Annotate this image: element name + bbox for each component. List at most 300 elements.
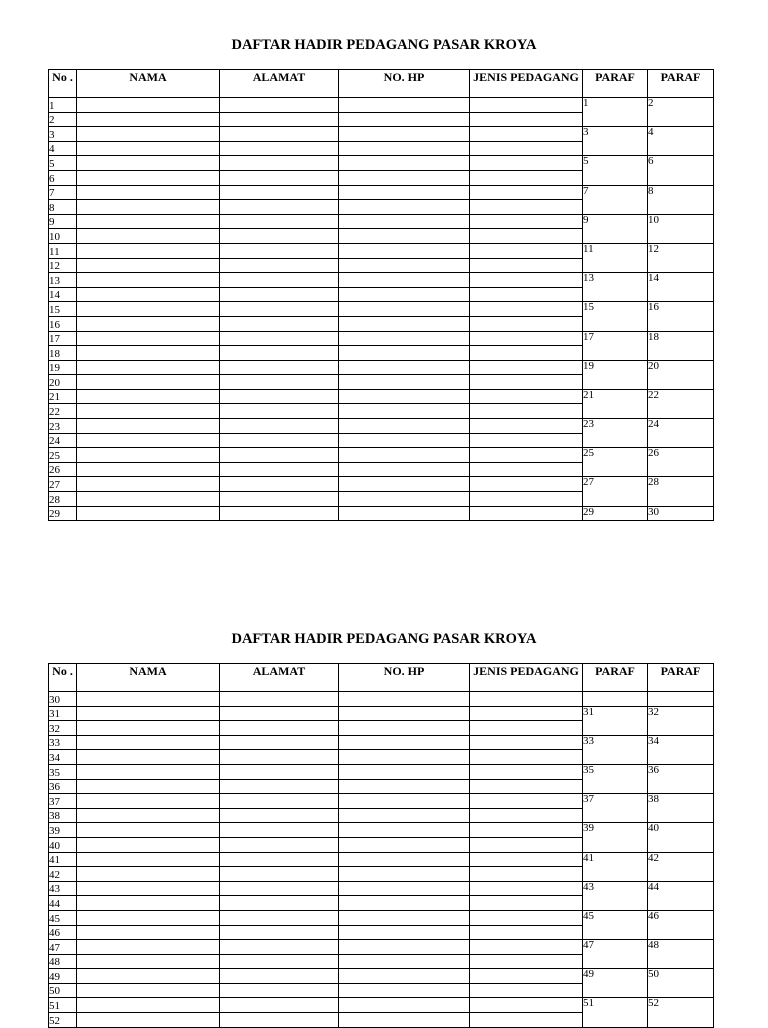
field-nama[interactable] [77, 735, 220, 750]
field-nama[interactable] [77, 156, 220, 171]
field-nama[interactable] [77, 837, 220, 852]
field-jenis-pedagang[interactable] [470, 940, 583, 955]
signature-cell[interactable]: 17 [583, 331, 648, 360]
field-no-hp[interactable] [339, 506, 470, 521]
field-no-hp[interactable] [339, 127, 470, 142]
field-jenis-pedagang[interactable] [470, 794, 583, 809]
field-nama[interactable] [77, 794, 220, 809]
field-no-hp[interactable] [339, 287, 470, 302]
signature-cell[interactable]: 34 [648, 735, 714, 764]
field-alamat[interactable] [220, 448, 339, 463]
field-jenis-pedagang[interactable] [470, 925, 583, 940]
field-jenis-pedagang[interactable] [470, 419, 583, 434]
field-no-hp[interactable] [339, 692, 470, 707]
field-jenis-pedagang[interactable] [470, 258, 583, 273]
field-alamat[interactable] [220, 316, 339, 331]
field-alamat[interactable] [220, 867, 339, 882]
field-no-hp[interactable] [339, 243, 470, 258]
signature-cell[interactable]: 5 [583, 156, 648, 185]
signature-cell[interactable]: 27 [583, 477, 648, 506]
field-nama[interactable] [77, 389, 220, 404]
header-paraf: PARAF [648, 664, 714, 692]
field-alamat[interactable] [220, 1013, 339, 1028]
field-nama[interactable] [77, 910, 220, 925]
field-no-hp[interactable] [339, 360, 470, 375]
field-alamat[interactable] [220, 170, 339, 185]
signature-cell[interactable]: 52 [648, 998, 714, 1027]
field-jenis-pedagang[interactable] [470, 492, 583, 507]
row-number: 2 [49, 112, 77, 127]
field-jenis-pedagang[interactable] [470, 764, 583, 779]
signature-cell[interactable]: 41 [583, 852, 648, 881]
field-no-hp[interactable] [339, 389, 470, 404]
field-nama[interactable] [77, 462, 220, 477]
header-no: No . [49, 70, 77, 98]
signature-cell[interactable]: 32 [648, 706, 714, 735]
row-number: 12 [49, 258, 77, 273]
field-alamat[interactable] [220, 462, 339, 477]
field-alamat[interactable] [220, 302, 339, 317]
field-nama[interactable] [77, 764, 220, 779]
field-jenis-pedagang[interactable] [470, 750, 583, 765]
field-alamat[interactable] [220, 808, 339, 823]
field-no-hp[interactable] [339, 448, 470, 463]
field-no-hp[interactable] [339, 998, 470, 1013]
row-number: 1 [49, 98, 77, 113]
field-no-hp[interactable] [339, 896, 470, 911]
field-no-hp[interactable] [339, 823, 470, 838]
field-jenis-pedagang[interactable] [470, 448, 583, 463]
field-jenis-pedagang[interactable] [470, 141, 583, 156]
field-alamat[interactable] [220, 477, 339, 492]
field-nama[interactable] [77, 925, 220, 940]
field-nama[interactable] [77, 302, 220, 317]
field-nama[interactable] [77, 983, 220, 998]
field-alamat[interactable] [220, 998, 339, 1013]
signature-cell[interactable]: 51 [583, 998, 648, 1027]
field-nama[interactable] [77, 127, 220, 142]
field-nama[interactable] [77, 998, 220, 1013]
field-no-hp[interactable] [339, 156, 470, 171]
field-alamat[interactable] [220, 954, 339, 969]
field-alamat[interactable] [220, 156, 339, 171]
signature-cell[interactable]: 14 [648, 273, 714, 302]
header-no-hp: NO. HP [339, 70, 470, 98]
field-nama[interactable] [77, 477, 220, 492]
field-alamat[interactable] [220, 837, 339, 852]
field-nama[interactable] [77, 98, 220, 113]
field-jenis-pedagang[interactable] [470, 433, 583, 448]
field-no-hp[interactable] [339, 1013, 470, 1028]
signature-cell[interactable]: 3 [583, 127, 648, 156]
field-no-hp[interactable] [339, 969, 470, 984]
field-jenis-pedagang[interactable] [470, 185, 583, 200]
field-nama[interactable] [77, 1013, 220, 1028]
field-no-hp[interactable] [339, 881, 470, 896]
field-jenis-pedagang[interactable] [470, 375, 583, 390]
field-nama[interactable] [77, 419, 220, 434]
field-no-hp[interactable] [339, 735, 470, 750]
field-nama[interactable] [77, 200, 220, 215]
field-alamat[interactable] [220, 127, 339, 142]
field-jenis-pedagang[interactable] [470, 721, 583, 736]
signature-cell[interactable]: 23 [583, 419, 648, 448]
field-alamat[interactable] [220, 492, 339, 507]
row-number: 13 [49, 273, 77, 288]
signature-cell[interactable]: 40 [648, 823, 714, 852]
field-no-hp[interactable] [339, 983, 470, 998]
row-number: 45 [49, 910, 77, 925]
signature-cell[interactable]: 7 [583, 185, 648, 214]
field-alamat[interactable] [220, 214, 339, 229]
field-nama[interactable] [77, 316, 220, 331]
field-alamat[interactable] [220, 141, 339, 156]
signature-cell[interactable]: 18 [648, 331, 714, 360]
field-alamat[interactable] [220, 287, 339, 302]
signature-cell[interactable]: 19 [583, 360, 648, 389]
field-no-hp[interactable] [339, 214, 470, 229]
field-nama[interactable] [77, 940, 220, 955]
row-number: 7 [49, 185, 77, 200]
field-nama[interactable] [77, 492, 220, 507]
field-no-hp[interactable] [339, 721, 470, 736]
field-alamat[interactable] [220, 969, 339, 984]
signature-cell[interactable]: 24 [648, 419, 714, 448]
signature-cell[interactable]: 15 [583, 302, 648, 331]
signature-cell[interactable]: 28 [648, 477, 714, 506]
field-jenis-pedagang[interactable] [470, 735, 583, 750]
signature-cell[interactable]: 22 [648, 389, 714, 418]
field-alamat[interactable] [220, 896, 339, 911]
row-number: 16 [49, 316, 77, 331]
signature-cell[interactable]: 21 [583, 389, 648, 418]
field-nama[interactable] [77, 229, 220, 244]
field-nama[interactable] [77, 706, 220, 721]
field-alamat[interactable] [220, 940, 339, 955]
field-alamat[interactable] [220, 389, 339, 404]
field-nama[interactable] [77, 867, 220, 882]
field-nama[interactable] [77, 112, 220, 127]
field-nama[interactable] [77, 779, 220, 794]
field-no-hp[interactable] [339, 954, 470, 969]
field-jenis-pedagang[interactable] [470, 779, 583, 794]
field-no-hp[interactable] [339, 808, 470, 823]
signature-cell[interactable]: 26 [648, 448, 714, 477]
field-no-hp[interactable] [339, 346, 470, 361]
signature-cell[interactable]: 13 [583, 273, 648, 302]
field-no-hp[interactable] [339, 316, 470, 331]
signature-cell[interactable]: 39 [583, 823, 648, 852]
field-no-hp[interactable] [339, 492, 470, 507]
signature-cell[interactable]: 50 [648, 969, 714, 998]
signature-cell[interactable]: 37 [583, 794, 648, 823]
field-jenis-pedagang[interactable] [470, 1013, 583, 1028]
field-jenis-pedagang[interactable] [470, 404, 583, 419]
row-number: 6 [49, 170, 77, 185]
field-alamat[interactable] [220, 852, 339, 867]
field-nama[interactable] [77, 692, 220, 707]
field-jenis-pedagang[interactable] [470, 331, 583, 346]
field-jenis-pedagang[interactable] [470, 983, 583, 998]
field-no-hp[interactable] [339, 462, 470, 477]
field-jenis-pedagang[interactable] [470, 273, 583, 288]
field-alamat[interactable] [220, 243, 339, 258]
field-no-hp[interactable] [339, 477, 470, 492]
signature-cell[interactable]: 38 [648, 794, 714, 823]
signature-cell[interactable]: 11 [583, 243, 648, 272]
field-alamat[interactable] [220, 375, 339, 390]
field-jenis-pedagang[interactable] [470, 808, 583, 823]
field-alamat[interactable] [220, 925, 339, 940]
field-no-hp[interactable] [339, 404, 470, 419]
field-nama[interactable] [77, 141, 220, 156]
signature-cell[interactable]: 48 [648, 940, 714, 969]
field-nama[interactable] [77, 969, 220, 984]
field-no-hp[interactable] [339, 852, 470, 867]
field-no-hp[interactable] [339, 185, 470, 200]
field-no-hp[interactable] [339, 925, 470, 940]
field-jenis-pedagang[interactable] [470, 214, 583, 229]
field-alamat[interactable] [220, 506, 339, 521]
field-no-hp[interactable] [339, 706, 470, 721]
table-row [49, 360, 714, 375]
field-jenis-pedagang[interactable] [470, 881, 583, 896]
signature-cell[interactable]: 44 [648, 881, 714, 910]
field-nama[interactable] [77, 375, 220, 390]
field-nama[interactable] [77, 185, 220, 200]
field-no-hp[interactable] [339, 302, 470, 317]
row-number: 49 [49, 969, 77, 984]
field-nama[interactable] [77, 273, 220, 288]
field-alamat[interactable] [220, 910, 339, 925]
field-no-hp[interactable] [339, 141, 470, 156]
field-alamat[interactable] [220, 419, 339, 434]
field-alamat[interactable] [220, 229, 339, 244]
signature-cell[interactable]: 9 [583, 214, 648, 243]
field-no-hp[interactable] [339, 764, 470, 779]
field-nama[interactable] [77, 750, 220, 765]
field-nama[interactable] [77, 896, 220, 911]
field-no-hp[interactable] [339, 98, 470, 113]
field-alamat[interactable] [220, 706, 339, 721]
field-alamat[interactable] [220, 881, 339, 896]
field-alamat[interactable] [220, 433, 339, 448]
field-alamat[interactable] [220, 779, 339, 794]
field-jenis-pedagang[interactable] [470, 692, 583, 707]
field-alamat[interactable] [220, 721, 339, 736]
signature-cell[interactable]: 43 [583, 881, 648, 910]
field-jenis-pedagang[interactable] [470, 462, 583, 477]
signature-cell[interactable]: 6 [648, 156, 714, 185]
field-jenis-pedagang[interactable] [470, 156, 583, 171]
field-nama[interactable] [77, 721, 220, 736]
field-no-hp[interactable] [339, 794, 470, 809]
field-no-hp[interactable] [339, 867, 470, 882]
row-number: 51 [49, 998, 77, 1013]
field-alamat[interactable] [220, 331, 339, 346]
field-jenis-pedagang[interactable] [470, 316, 583, 331]
row-number: 46 [49, 925, 77, 940]
field-no-hp[interactable] [339, 331, 470, 346]
signature-cell[interactable]: 10 [648, 214, 714, 243]
document-title: DAFTAR HADIR PEDAGANG PASAR KROYA [231, 37, 537, 53]
field-jenis-pedagang[interactable] [470, 243, 583, 258]
signature-cell[interactable]: 42 [648, 852, 714, 881]
field-no-hp[interactable] [339, 258, 470, 273]
header-nama: NAMA [77, 664, 220, 692]
signature-cell[interactable]: 4 [648, 127, 714, 156]
table-header-row [49, 664, 714, 692]
field-jenis-pedagang[interactable] [470, 287, 583, 302]
field-nama[interactable] [77, 433, 220, 448]
table-row [49, 156, 714, 171]
field-nama[interactable] [77, 331, 220, 346]
signature-cell[interactable]: 8 [648, 185, 714, 214]
field-alamat[interactable] [220, 185, 339, 200]
field-no-hp[interactable] [339, 170, 470, 185]
field-alamat[interactable] [220, 750, 339, 765]
field-jenis-pedagang[interactable] [470, 98, 583, 113]
field-nama[interactable] [77, 823, 220, 838]
field-jenis-pedagang[interactable] [470, 954, 583, 969]
field-nama[interactable] [77, 954, 220, 969]
field-jenis-pedagang[interactable] [470, 969, 583, 984]
field-jenis-pedagang[interactable] [470, 346, 583, 361]
field-nama[interactable] [77, 170, 220, 185]
signature-cell[interactable]: 1 [583, 98, 648, 127]
field-no-hp[interactable] [339, 433, 470, 448]
header-alamat: ALAMAT [220, 70, 339, 98]
field-jenis-pedagang[interactable] [470, 302, 583, 317]
signature-cell[interactable] [583, 692, 648, 707]
field-alamat[interactable] [220, 360, 339, 375]
field-no-hp[interactable] [339, 229, 470, 244]
row-number: 32 [49, 721, 77, 736]
field-nama[interactable] [77, 881, 220, 896]
signature-cell[interactable]: 49 [583, 969, 648, 998]
field-jenis-pedagang[interactable] [470, 389, 583, 404]
field-jenis-pedagang[interactable] [470, 506, 583, 521]
field-no-hp[interactable] [339, 940, 470, 955]
table-row [49, 389, 714, 404]
field-alamat[interactable] [220, 258, 339, 273]
field-no-hp[interactable] [339, 837, 470, 852]
field-alamat[interactable] [220, 346, 339, 361]
field-jenis-pedagang[interactable] [470, 229, 583, 244]
field-no-hp[interactable] [339, 779, 470, 794]
table-row [49, 214, 714, 229]
field-alamat[interactable] [220, 404, 339, 419]
field-no-hp[interactable] [339, 273, 470, 288]
field-jenis-pedagang[interactable] [470, 910, 583, 925]
field-jenis-pedagang[interactable] [470, 867, 583, 882]
field-no-hp[interactable] [339, 910, 470, 925]
field-nama[interactable] [77, 506, 220, 521]
field-nama[interactable] [77, 448, 220, 463]
field-nama[interactable] [77, 808, 220, 823]
row-number: 30 [49, 692, 77, 707]
field-no-hp[interactable] [339, 750, 470, 765]
row-number: 52 [49, 1013, 77, 1028]
row-number: 24 [49, 433, 77, 448]
row-number: 8 [49, 200, 77, 215]
field-jenis-pedagang[interactable] [470, 477, 583, 492]
signature-cell[interactable]: 29 [583, 506, 648, 521]
signature-cell[interactable]: 35 [583, 764, 648, 793]
field-jenis-pedagang[interactable] [470, 170, 583, 185]
field-no-hp[interactable] [339, 200, 470, 215]
field-alamat[interactable] [220, 98, 339, 113]
field-no-hp[interactable] [339, 112, 470, 127]
table-row [49, 98, 714, 113]
field-nama[interactable] [77, 287, 220, 302]
field-jenis-pedagang[interactable] [470, 896, 583, 911]
field-jenis-pedagang[interactable] [470, 112, 583, 127]
signature-cell[interactable]: 31 [583, 706, 648, 735]
field-nama[interactable] [77, 346, 220, 361]
field-jenis-pedagang[interactable] [470, 837, 583, 852]
signature-cell[interactable]: 47 [583, 940, 648, 969]
field-nama[interactable] [77, 360, 220, 375]
row-number: 28 [49, 492, 77, 507]
field-jenis-pedagang[interactable] [470, 998, 583, 1013]
row-number: 21 [49, 389, 77, 404]
field-alamat[interactable] [220, 823, 339, 838]
field-nama[interactable] [77, 243, 220, 258]
row-number: 22 [49, 404, 77, 419]
field-nama[interactable] [77, 214, 220, 229]
field-alamat[interactable] [220, 112, 339, 127]
field-alamat[interactable] [220, 764, 339, 779]
signature-cell[interactable]: 20 [648, 360, 714, 389]
field-alamat[interactable] [220, 692, 339, 707]
signature-cell[interactable]: 45 [583, 910, 648, 939]
field-nama[interactable] [77, 258, 220, 273]
header-paraf: PARAF [648, 70, 714, 98]
field-jenis-pedagang[interactable] [470, 706, 583, 721]
signature-cell[interactable]: 36 [648, 764, 714, 793]
field-no-hp[interactable] [339, 375, 470, 390]
field-alamat[interactable] [220, 273, 339, 288]
attendance-table [48, 663, 714, 1028]
field-jenis-pedagang[interactable] [470, 823, 583, 838]
signature-cell[interactable]: 16 [648, 302, 714, 331]
field-jenis-pedagang[interactable] [470, 127, 583, 142]
field-alamat[interactable] [220, 735, 339, 750]
table-row [49, 273, 714, 288]
signature-cell[interactable] [648, 692, 714, 707]
field-no-hp[interactable] [339, 419, 470, 434]
signature-cell[interactable]: 46 [648, 910, 714, 939]
field-alamat[interactable] [220, 200, 339, 215]
field-nama[interactable] [77, 852, 220, 867]
table-row [49, 969, 714, 984]
signature-cell[interactable]: 30 [648, 506, 714, 521]
field-jenis-pedagang[interactable] [470, 360, 583, 375]
field-nama[interactable] [77, 404, 220, 419]
field-alamat[interactable] [220, 983, 339, 998]
signature-cell[interactable]: 25 [583, 448, 648, 477]
header-paraf: PARAF [583, 664, 648, 692]
field-alamat[interactable] [220, 794, 339, 809]
table-row [49, 998, 714, 1013]
field-jenis-pedagang[interactable] [470, 852, 583, 867]
row-number: 37 [49, 794, 77, 809]
signature-cell[interactable]: 33 [583, 735, 648, 764]
signature-cell[interactable]: 12 [648, 243, 714, 272]
field-jenis-pedagang[interactable] [470, 200, 583, 215]
signature-cell[interactable]: 2 [648, 98, 714, 127]
